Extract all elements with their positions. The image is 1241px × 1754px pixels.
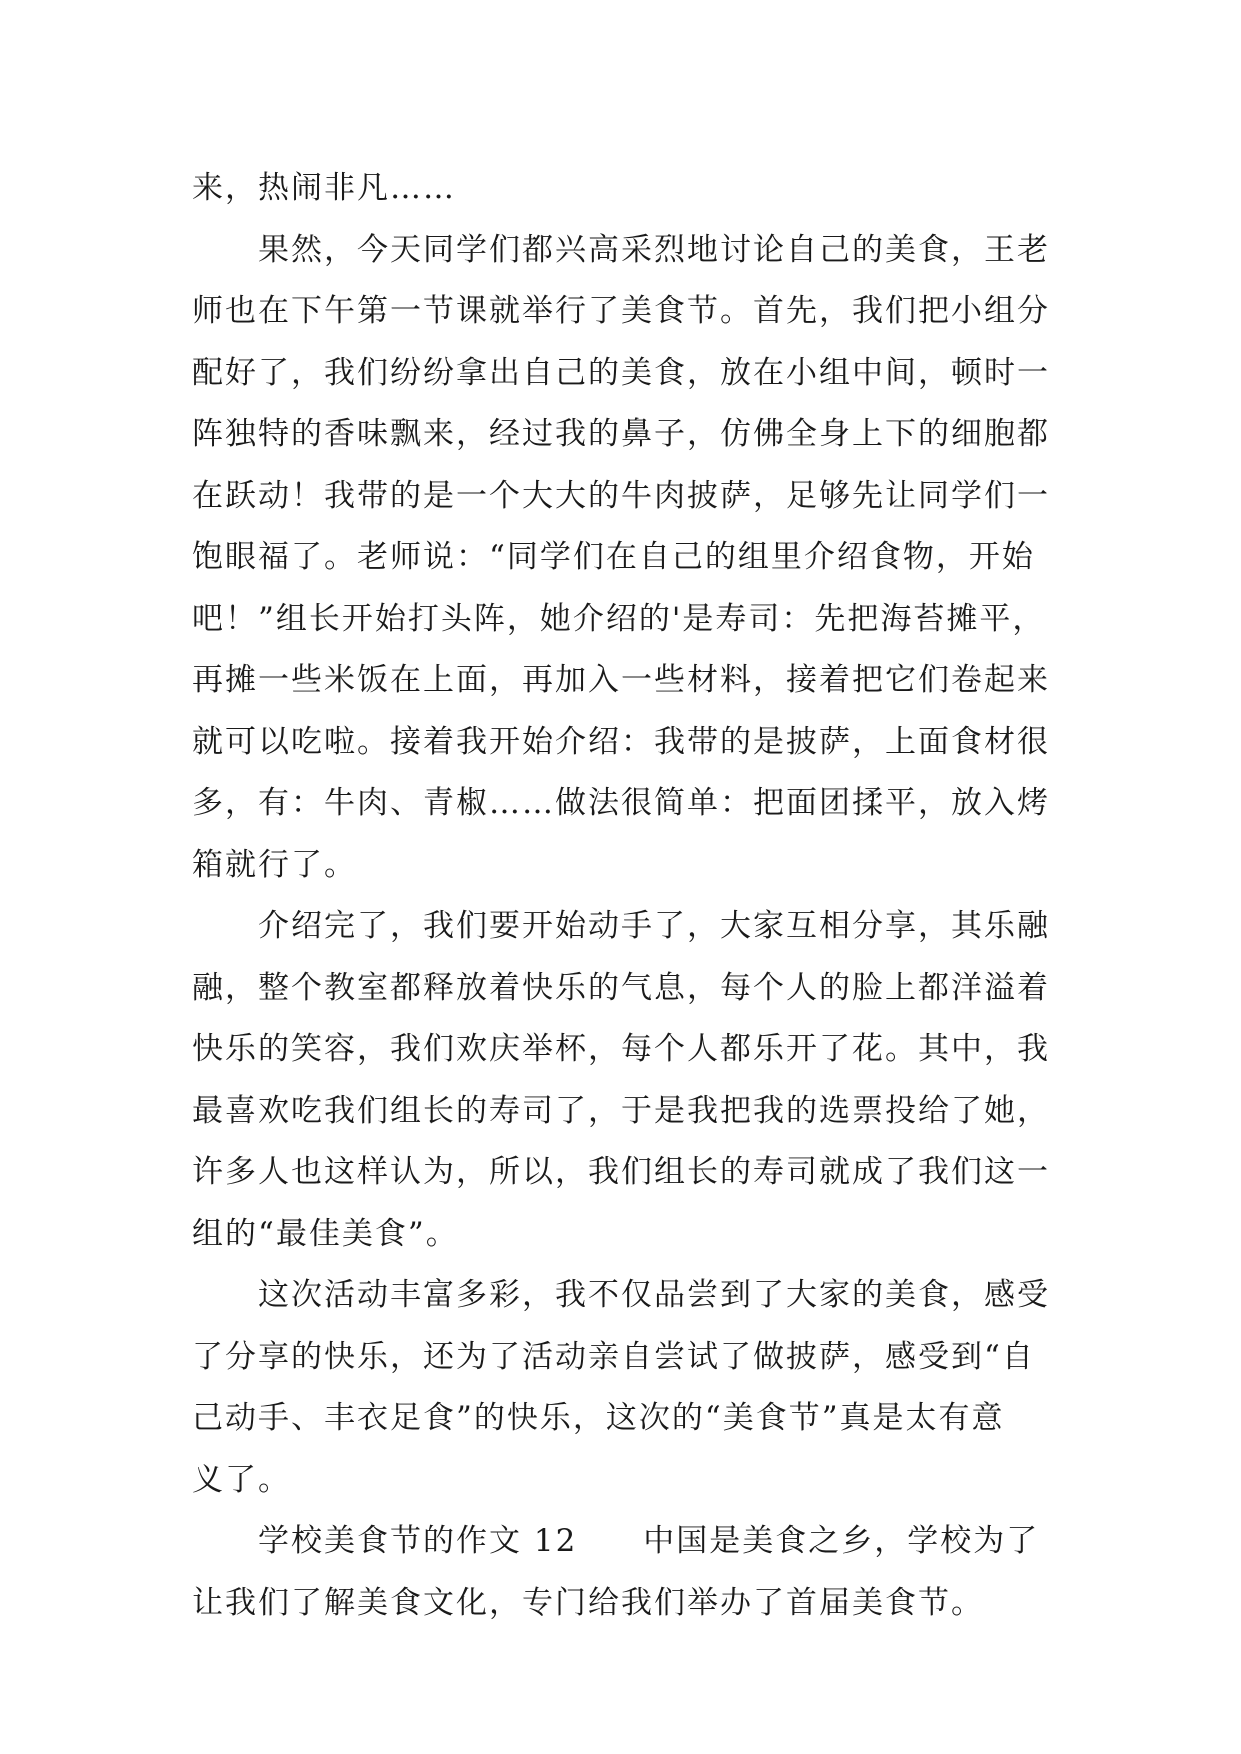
text-line: 学校美食节的作文 12 中国是美食之乡，学校为了 bbox=[258, 1523, 1040, 1559]
text-line: 快乐的笑容，我们欢庆举杯，每个人都乐开了花。其中，我 bbox=[192, 1031, 1050, 1067]
text-line: 许多人也这样认为，所以，我们组长的寿司就成了我们这一 bbox=[192, 1154, 1050, 1190]
text-line: 在跃动！我带的是一个大大的牛肉披萨，足够先让同学们一 bbox=[192, 477, 1050, 514]
text-line: 己动手、丰衣足食”的快乐，这次的“美食节”真是太有意 bbox=[192, 1400, 1005, 1436]
text-line: 组的“最佳美食”。 bbox=[192, 1215, 459, 1252]
text-line: 最喜欢吃我们组长的寿司了，于是我把我的选票投给了她， bbox=[192, 1092, 1050, 1129]
text-line: 来，热闹非凡…… bbox=[192, 170, 456, 206]
text-line: 了分享的快乐，还为了活动亲自尝试了做披萨，感受到“自 bbox=[192, 1338, 1035, 1375]
text-line: 介绍完了，我们要开始动手了，大家互相分享，其乐融 bbox=[258, 908, 1050, 944]
text-line: 箱就行了。 bbox=[192, 846, 357, 883]
text-line: 吧！”组长开始打头阵，她介绍的'是寿司：先把海苔摊平， bbox=[192, 600, 1046, 637]
text-line: 果然，今天同学们都兴高采烈地讨论自己的美食，王老 bbox=[258, 231, 1050, 268]
text-line: 融，整个教室都释放着快乐的气息，每个人的脸上都洋溢着 bbox=[192, 969, 1050, 1006]
text-line: 师也在下午第一节课就举行了美食节。首先，我们把小组分 bbox=[192, 293, 1050, 329]
text-line: 这次活动丰富多彩，我不仅品尝到了大家的美食，感受 bbox=[258, 1277, 1050, 1313]
text-line: 就可以吃啦。接着我开始介绍：我带的是披萨，上面食材很 bbox=[192, 723, 1050, 760]
text-line: 义了。 bbox=[192, 1461, 291, 1498]
text-line: 让我们了解美食文化，专门给我们举办了首届美食节。 bbox=[192, 1584, 984, 1621]
text-line: 饱眼福了。老师说：“同学们在自己的组里介绍食物，开始 bbox=[192, 539, 1035, 575]
text-line: 多，有：牛肉、青椒……做法很简单：把面团揉平，放入烤 bbox=[192, 785, 1050, 821]
text-line: 阵独特的香味飘来，经过我的鼻子，仿佛全身上下的细胞都 bbox=[192, 416, 1050, 452]
essay-body bbox=[192, 158, 1052, 1634]
text-line: 再摊一些米饭在上面，再加入一些材料，接着把它们卷起来 bbox=[192, 662, 1050, 698]
text-line: 配好了，我们纷纷拿出自己的美食，放在小组中间，顿时一 bbox=[192, 354, 1050, 391]
